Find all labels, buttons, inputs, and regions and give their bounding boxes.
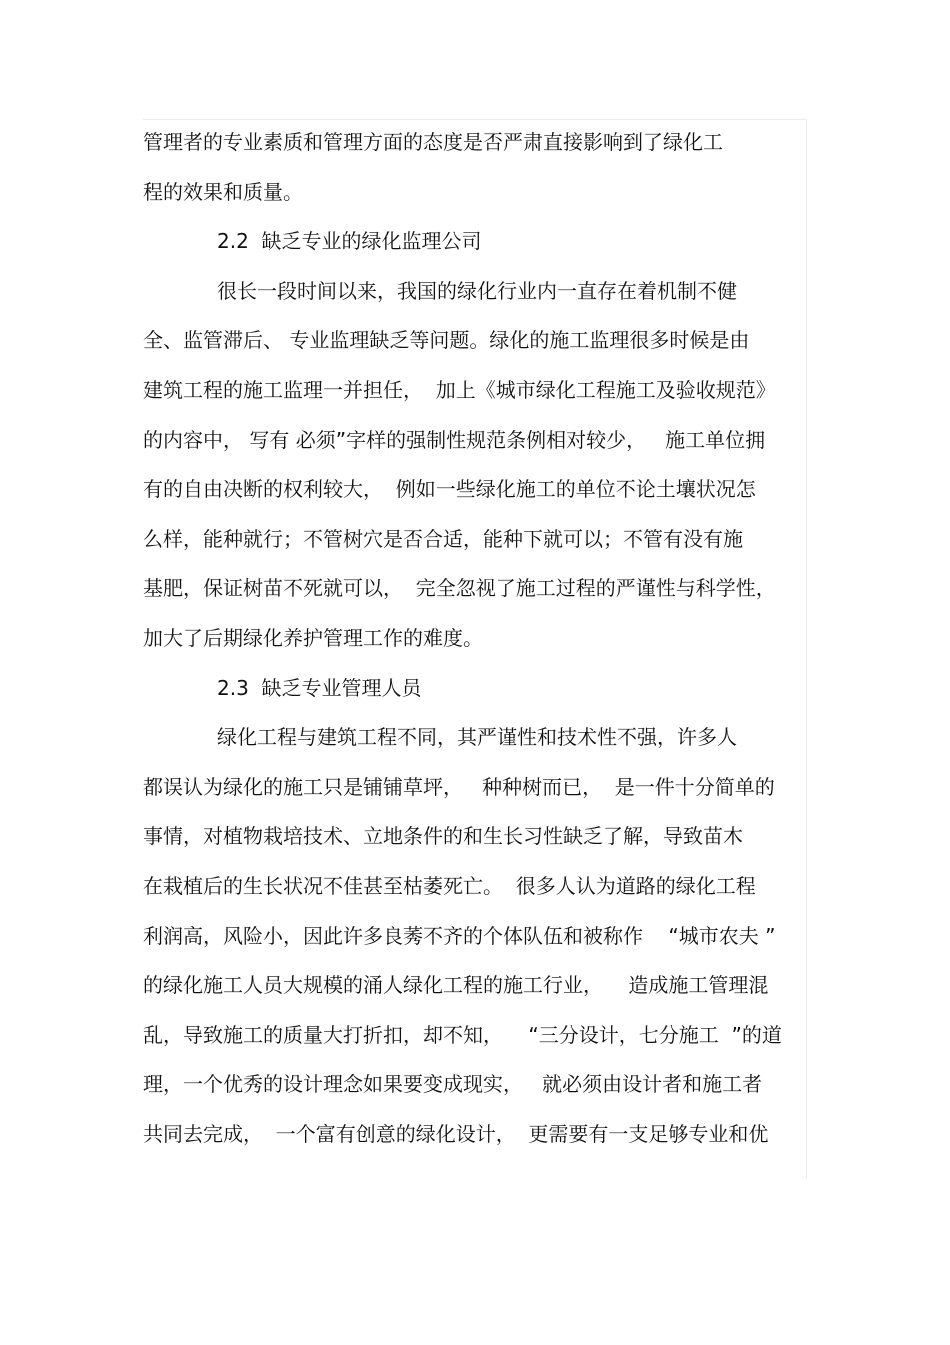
paragraph-line: 事情，对植物栽培技术、立地条件的和生长习性缺乏了解，导致苗木 (143, 824, 743, 849)
paragraph-line: 绿化工程与建筑工程不同，其严谨性和技术性不强，许多人 (217, 725, 737, 750)
paragraph-line: 理，一个优秀的设计理念如果要变成现实， 就必须由设计者和施工者 (143, 1072, 763, 1097)
paragraph-line: 的绿化施工人员大规模的涌人绿化工程的施工行业， 造成施工管理混 (143, 973, 769, 998)
paragraph-line: 加大了后期绿化养护管理工作的难度。 (143, 625, 483, 650)
paragraph-line: 的内容中， 写有 必须”字样的强制性规范条例相对较少， 施工单位拥 (143, 427, 766, 452)
paragraph-line: 基肥，保证树苗不死就可以， 完全忽视了施工过程的严谨性与科学性， (143, 576, 776, 601)
section-heading-2-2: 2.2 缺乏专业的绿化监理公司 (217, 229, 482, 254)
section-heading-2-3: 2.3 缺乏专业管理人员 (217, 675, 422, 700)
paragraph-line: 利润高，风险小，因此许多良莠不齐的个体队伍和被称作 “城市农夫 ” (143, 923, 776, 948)
paragraph-line: 在栽植后的生长状况不佳甚至枯萎死亡。 很多人认为道路的绿化工程 (143, 873, 756, 898)
paragraph-line: 建筑工程的施工监理一并担任， 加上《城市绿化工程施工及验收规范》 (143, 377, 776, 402)
paragraph-line: 都误认为绿化的施工只是铺铺草坪， 种种树而已， 是一件十分简单的 (143, 774, 775, 799)
paragraph-line: 乱，导致施工的质量大打折扣，却不知， “三分设计，七分施工 ”的道 (143, 1022, 782, 1047)
document-body (143, 122, 813, 1163)
paragraph-line: 管理者的专业素质和管理方面的态度是否严肃直接影响到了绿化工 (143, 130, 723, 154)
paragraph-line: 程的效果和质量。 (143, 179, 303, 204)
paragraph-line: 共同去完成， 一个富有创意的绿化设计， 更需要有一支足够专业和优 (143, 1121, 769, 1146)
paragraph-line: 有的自由决断的权利较大， 例如一些绿化施工的单位不论土壤状况怎 (143, 477, 756, 502)
paragraph-line: 很长一段时间以来，我国的绿化行业内一直存在着机制不健 (217, 278, 737, 303)
paragraph-line: 全、监管滞后、 专业监理缺乏等问题。绿化的施工监理很多时候是由 (143, 328, 750, 353)
paragraph-line: 么样，能种就行；不管树穴是否合适，能种下就可以；不管有没有施 (143, 526, 743, 551)
